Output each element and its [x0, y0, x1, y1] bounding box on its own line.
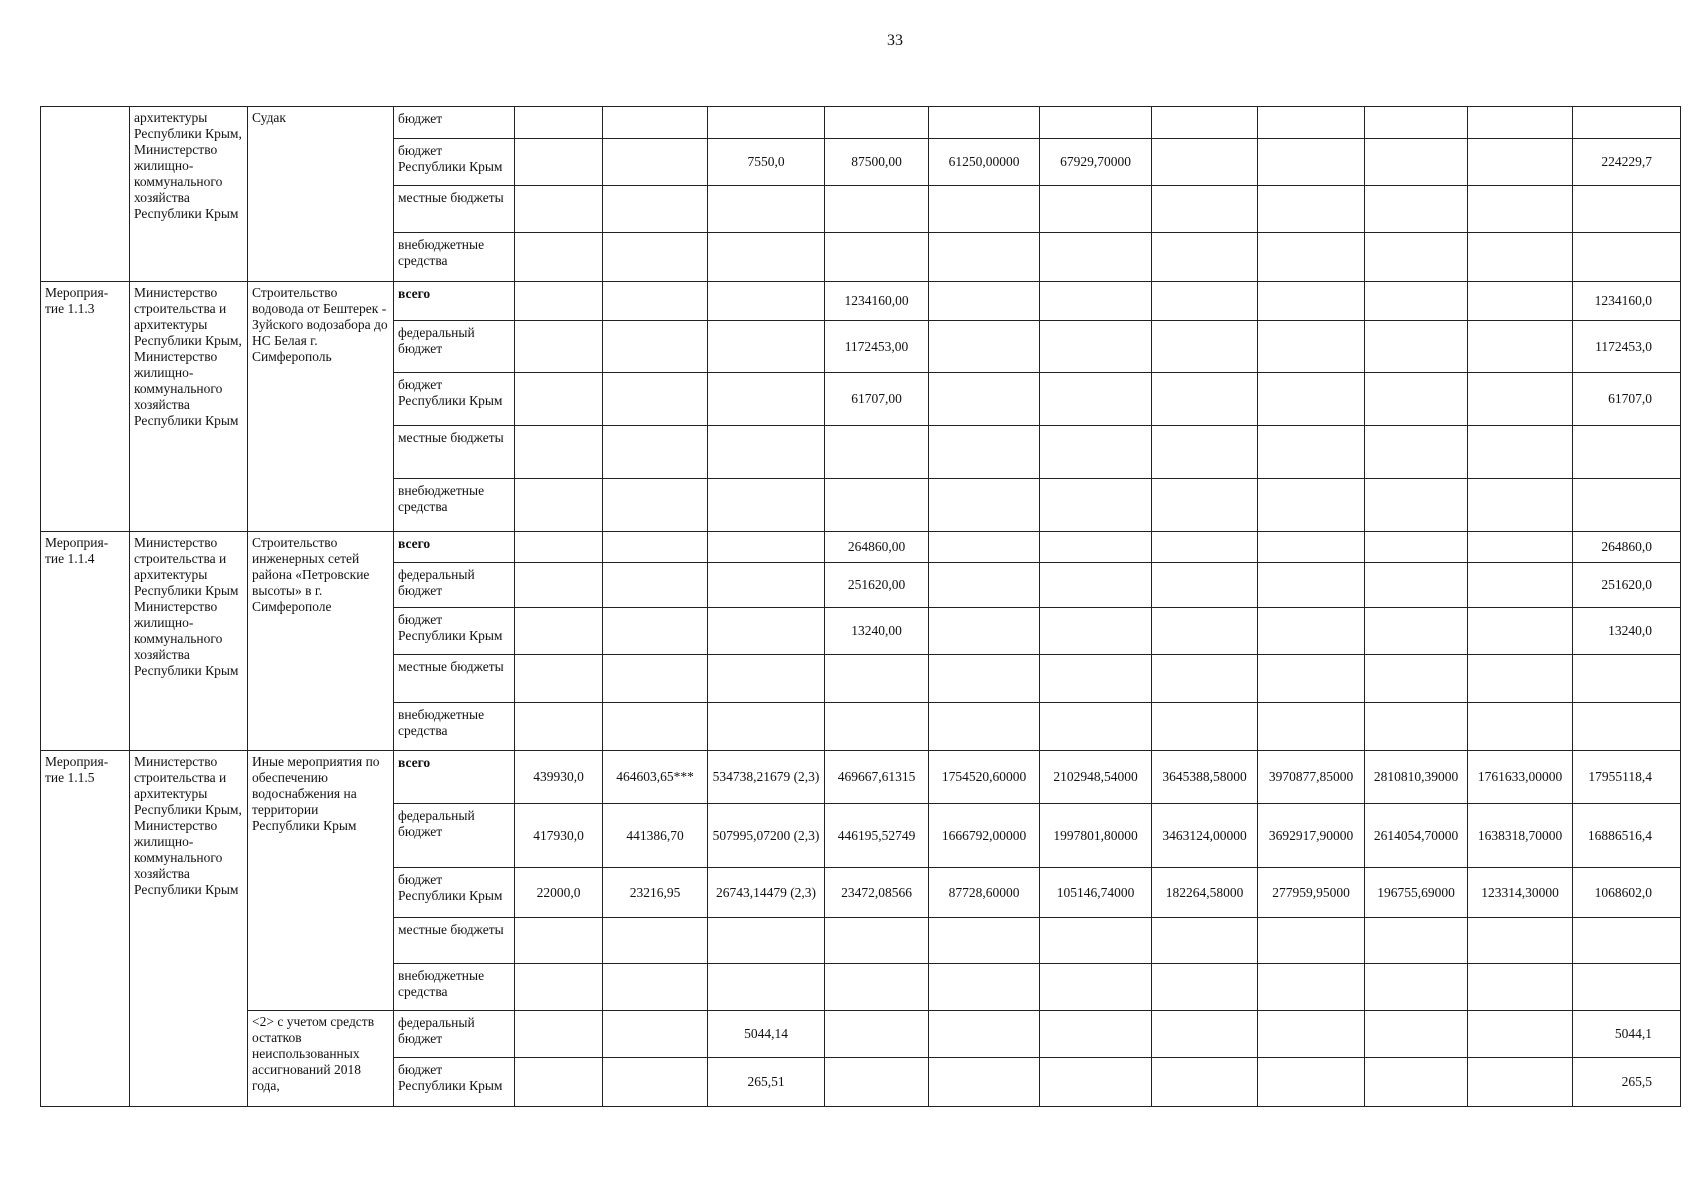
amount-cell — [603, 373, 708, 426]
amount-cell — [1365, 562, 1468, 608]
amount-cell — [1258, 373, 1365, 426]
amount-cell: 441386,70 — [603, 804, 708, 868]
amount-cell — [1365, 138, 1468, 185]
amount-cell — [1040, 107, 1152, 139]
amount-cell — [1468, 281, 1573, 320]
amount-cell — [515, 964, 603, 1011]
amount-cell — [603, 655, 708, 703]
amount-cell — [603, 531, 708, 562]
amount-cell — [1468, 531, 1573, 562]
amount-cell — [825, 703, 929, 751]
amount-cell — [1040, 373, 1152, 426]
amount-cell — [1468, 562, 1573, 608]
amount-cell — [1468, 608, 1573, 655]
amount-cell — [929, 373, 1040, 426]
amount-cell — [1258, 281, 1365, 320]
table-row — [41, 107, 1681, 139]
amount-cell — [708, 964, 825, 1011]
amount-cell — [1152, 185, 1258, 232]
amount-cell — [1152, 232, 1258, 281]
amount-cell — [1258, 107, 1365, 139]
funding-source-cell: местные бюджеты — [394, 185, 515, 232]
amount-cell: 87500,00 — [825, 138, 929, 185]
amount-cell — [1040, 918, 1152, 964]
amount-cell: 1754520,60000 — [929, 751, 1040, 804]
amount-cell — [515, 608, 603, 655]
amount-cell — [1468, 964, 1573, 1011]
amount-cell — [1152, 373, 1258, 426]
amount-cell — [1365, 373, 1468, 426]
amount-cell — [515, 373, 603, 426]
amount-cell — [825, 426, 929, 478]
amount-cell — [1365, 232, 1468, 281]
amount-cell — [708, 608, 825, 655]
amount-cell: 123314,30000 — [1468, 868, 1573, 918]
funding-source-cell: всего — [394, 531, 515, 562]
funding-source-cell: бюджет Республики Крым — [394, 138, 515, 185]
amount-cell — [1040, 562, 1152, 608]
funding-source-cell: местные бюджеты — [394, 426, 515, 478]
amount-cell — [1258, 426, 1365, 478]
amount-cell — [515, 107, 603, 139]
amount-cell: 3645388,58000 — [1152, 751, 1258, 804]
amount-cell — [1258, 531, 1365, 562]
funding-source-cell: бюджет Республики Крым — [394, 373, 515, 426]
amount-cell — [825, 1010, 929, 1057]
funding-source-cell: местные бюджеты — [394, 918, 515, 964]
object-cell: Строительство инженерных сетей района «Петровские высоты» в г. Симферополе — [248, 531, 394, 750]
amount-cell — [1040, 321, 1152, 373]
total-cell: 251620,0 — [1573, 562, 1681, 608]
amount-cell: 2614054,70000 — [1365, 804, 1468, 868]
amount-cell — [825, 918, 929, 964]
amount-cell — [1468, 426, 1573, 478]
amount-cell — [1258, 964, 1365, 1011]
amount-cell: 1666792,00000 — [929, 804, 1040, 868]
executor-cell: Министерство строительства и архитектуры Республики Крым, Министерство жилищно-коммунального хозяйства Республики Крым — [130, 751, 248, 1107]
amount-cell — [1468, 373, 1573, 426]
amount-cell — [515, 478, 603, 531]
event-cell: Мероприя-тие 1.1.4 — [41, 531, 130, 750]
amount-cell — [1152, 964, 1258, 1011]
amount-cell — [1258, 655, 1365, 703]
amount-cell — [1040, 964, 1152, 1011]
amount-cell — [603, 232, 708, 281]
amount-cell — [1258, 1057, 1365, 1106]
amount-cell — [708, 918, 825, 964]
amount-cell — [603, 918, 708, 964]
amount-cell — [1365, 918, 1468, 964]
amount-cell — [1152, 478, 1258, 531]
amount-cell — [1365, 426, 1468, 478]
amount-cell — [708, 232, 825, 281]
amount-cell — [929, 655, 1040, 703]
amount-cell — [1468, 232, 1573, 281]
amount-cell — [1152, 321, 1258, 373]
total-cell — [1573, 918, 1681, 964]
amount-cell — [1468, 703, 1573, 751]
amount-cell — [929, 608, 1040, 655]
funding-source-cell: федеральный бюджет — [394, 562, 515, 608]
amount-cell: 3692917,90000 — [1258, 804, 1365, 868]
total-cell — [1573, 655, 1681, 703]
amount-cell — [1258, 918, 1365, 964]
amount-cell — [603, 281, 708, 320]
amount-cell — [1040, 232, 1152, 281]
amount-cell — [929, 107, 1040, 139]
amount-cell: 3970877,85000 — [1258, 751, 1365, 804]
amount-cell: 61250,00000 — [929, 138, 1040, 185]
funding-source-cell: внебюджетные средства — [394, 232, 515, 281]
amount-cell — [1040, 655, 1152, 703]
amount-cell — [708, 703, 825, 751]
amount-cell — [1365, 703, 1468, 751]
amount-cell — [1365, 281, 1468, 320]
amount-cell — [1365, 655, 1468, 703]
table-row — [41, 531, 1681, 562]
amount-cell — [515, 531, 603, 562]
amount-cell — [515, 426, 603, 478]
amount-cell — [1152, 608, 1258, 655]
amount-cell — [825, 107, 929, 139]
amount-cell — [1040, 1010, 1152, 1057]
amount-cell — [929, 531, 1040, 562]
amount-cell: 196755,69000 — [1365, 868, 1468, 918]
amount-cell: 277959,95000 — [1258, 868, 1365, 918]
page-number: 33 — [887, 32, 903, 49]
amount-cell: 182264,58000 — [1152, 868, 1258, 918]
amount-cell — [1365, 107, 1468, 139]
amount-cell: 23216,95 — [603, 868, 708, 918]
amount-cell — [825, 1057, 929, 1106]
amount-cell: 61707,00 — [825, 373, 929, 426]
amount-cell — [1040, 1057, 1152, 1106]
amount-cell — [1152, 281, 1258, 320]
amount-cell — [1258, 478, 1365, 531]
amount-cell — [1468, 918, 1573, 964]
amount-cell — [929, 1057, 1040, 1106]
amount-cell: 464603,65*** — [603, 751, 708, 804]
amount-cell: 5044,14 — [708, 1010, 825, 1057]
amount-cell: 446195,52749 — [825, 804, 929, 868]
amount-cell: 469667,61315 — [825, 751, 929, 804]
amount-cell — [929, 478, 1040, 531]
funding-source-cell: всего — [394, 281, 515, 320]
amount-cell — [1468, 1010, 1573, 1057]
total-cell — [1573, 478, 1681, 531]
funding-source-cell: бюджет Республики Крым — [394, 868, 515, 918]
amount-cell: 26743,14479 (2,3) — [708, 868, 825, 918]
amount-cell — [1152, 531, 1258, 562]
amount-cell — [929, 703, 1040, 751]
funding-source-cell: всего — [394, 751, 515, 804]
event-cell — [41, 107, 130, 282]
total-cell: 1172453,0 — [1573, 321, 1681, 373]
amount-cell — [1258, 608, 1365, 655]
amount-cell — [515, 185, 603, 232]
object-cell: Иные мероприятия по обеспечению водоснабжения на территории Республики Крым — [248, 751, 394, 1011]
amount-cell — [1152, 703, 1258, 751]
amount-cell — [825, 232, 929, 281]
amount-cell — [515, 281, 603, 320]
object-cell: Судак — [248, 107, 394, 282]
amount-cell — [1152, 107, 1258, 139]
funding-source-cell: федеральный бюджет — [394, 804, 515, 868]
amount-cell — [603, 107, 708, 139]
amount-cell — [929, 964, 1040, 1011]
amount-cell: 507995,07200 (2,3) — [708, 804, 825, 868]
amount-cell — [515, 232, 603, 281]
funding-source-cell: федеральный бюджет — [394, 1010, 515, 1057]
total-cell — [1573, 426, 1681, 478]
funding-source-cell: федеральный бюджет — [394, 321, 515, 373]
amount-cell: 251620,00 — [825, 562, 929, 608]
funding-source-cell: бюджет — [394, 107, 515, 139]
amount-cell — [708, 478, 825, 531]
amount-cell — [515, 1010, 603, 1057]
total-cell — [1573, 185, 1681, 232]
amount-cell — [929, 281, 1040, 320]
amount-cell — [708, 426, 825, 478]
amount-cell — [1468, 138, 1573, 185]
amount-cell — [825, 478, 929, 531]
amount-cell — [1365, 1057, 1468, 1106]
amount-cell: 439930,0 — [515, 751, 603, 804]
amount-cell — [1365, 185, 1468, 232]
amount-cell: 22000,0 — [515, 868, 603, 918]
amount-cell — [929, 562, 1040, 608]
amount-cell — [708, 185, 825, 232]
budget-table — [40, 106, 1681, 1107]
amount-cell — [1468, 107, 1573, 139]
amount-cell — [1258, 232, 1365, 281]
funding-source-cell: бюджет Республики Крым — [394, 1057, 515, 1106]
amount-cell — [1258, 321, 1365, 373]
amount-cell: 67929,70000 — [1040, 138, 1152, 185]
amount-cell — [603, 608, 708, 655]
amount-cell — [1152, 426, 1258, 478]
amount-cell — [1365, 964, 1468, 1011]
amount-cell — [603, 185, 708, 232]
amount-cell — [708, 562, 825, 608]
amount-cell — [1152, 1057, 1258, 1106]
amount-cell — [929, 185, 1040, 232]
amount-cell — [825, 185, 929, 232]
amount-cell — [515, 918, 603, 964]
amount-cell — [1040, 478, 1152, 531]
amount-cell — [603, 138, 708, 185]
executor-cell: Министерство строительства и архитектуры Республики Крым Министерство жилищно-коммунального хозяйства Республики Крым — [130, 531, 248, 750]
total-cell — [1573, 703, 1681, 751]
amount-cell — [708, 373, 825, 426]
executor-cell: архитектуры Республики Крым, Министерство жилищно-коммунального хозяйства Республики Крым — [130, 107, 248, 282]
executor-cell: Министерство строительства и архитектуры Республики Крым, Министерство жилищно-коммунального хозяйства Республики Крым — [130, 281, 248, 531]
amount-cell — [1365, 321, 1468, 373]
amount-cell — [515, 1057, 603, 1106]
amount-cell — [1152, 655, 1258, 703]
amount-cell — [1258, 703, 1365, 751]
amount-cell: 265,51 — [708, 1057, 825, 1106]
amount-cell — [929, 426, 1040, 478]
table-row — [41, 281, 1681, 320]
amount-cell — [708, 281, 825, 320]
amount-cell: 1997801,80000 — [1040, 804, 1152, 868]
amount-cell: 2810810,39000 — [1365, 751, 1468, 804]
total-cell: 1234160,0 — [1573, 281, 1681, 320]
event-cell: Мероприя-тие 1.1.5 — [41, 751, 130, 1107]
amount-cell — [603, 703, 708, 751]
amount-cell: 23472,08566 — [825, 868, 929, 918]
amount-cell — [929, 321, 1040, 373]
amount-cell — [603, 426, 708, 478]
amount-cell: 13240,00 — [825, 608, 929, 655]
funding-source-cell: внебюджетные средства — [394, 703, 515, 751]
amount-cell — [1040, 531, 1152, 562]
amount-cell — [929, 232, 1040, 281]
amount-cell — [603, 1010, 708, 1057]
amount-cell — [515, 703, 603, 751]
total-cell: 16886516,4 — [1573, 804, 1681, 868]
total-cell: 61707,0 — [1573, 373, 1681, 426]
amount-cell — [1152, 1010, 1258, 1057]
amount-cell — [1468, 185, 1573, 232]
amount-cell — [708, 655, 825, 703]
amount-cell — [1468, 478, 1573, 531]
funding-source-cell: внебюджетные средства — [394, 964, 515, 1011]
amount-cell — [1258, 562, 1365, 608]
total-cell — [1573, 107, 1681, 139]
amount-cell — [603, 964, 708, 1011]
amount-cell — [1152, 918, 1258, 964]
amount-cell — [1152, 138, 1258, 185]
total-cell: 5044,1 — [1573, 1010, 1681, 1057]
amount-cell — [1040, 185, 1152, 232]
amount-cell — [1258, 1010, 1365, 1057]
table-row — [41, 1010, 1681, 1057]
amount-cell — [603, 321, 708, 373]
amount-cell: 1234160,00 — [825, 281, 929, 320]
amount-cell: 2102948,54000 — [1040, 751, 1152, 804]
amount-cell — [929, 918, 1040, 964]
object-cell: Строительство водовода от Бештерек - Зуйского водозабора до НС Белая г. Симферополь — [248, 281, 394, 531]
amount-cell — [708, 107, 825, 139]
total-cell: 264860,0 — [1573, 531, 1681, 562]
amount-cell — [1468, 655, 1573, 703]
amount-cell: 7550,0 — [708, 138, 825, 185]
amount-cell — [1040, 426, 1152, 478]
total-cell — [1573, 232, 1681, 281]
amount-cell — [708, 321, 825, 373]
amount-cell — [825, 655, 929, 703]
amount-cell: 3463124,00000 — [1152, 804, 1258, 868]
event-cell: Мероприя-тие 1.1.3 — [41, 281, 130, 531]
amount-cell — [1468, 321, 1573, 373]
amount-cell: 105146,74000 — [1040, 868, 1152, 918]
amount-cell — [708, 531, 825, 562]
amount-cell — [515, 138, 603, 185]
funding-source-cell: местные бюджеты — [394, 655, 515, 703]
amount-cell — [515, 321, 603, 373]
amount-cell: 87728,60000 — [929, 868, 1040, 918]
amount-cell: 1172453,00 — [825, 321, 929, 373]
object-note-cell: <2> с учетом средств остатков неиспользованных ассигнований 2018 года, — [248, 1010, 394, 1106]
amount-cell — [1468, 1057, 1573, 1106]
amount-cell — [1258, 185, 1365, 232]
total-cell: 224229,7 — [1573, 138, 1681, 185]
amount-cell — [515, 655, 603, 703]
amount-cell — [1040, 281, 1152, 320]
amount-cell: 1761633,00000 — [1468, 751, 1573, 804]
amount-cell — [825, 964, 929, 1011]
table-row — [41, 751, 1681, 804]
funding-source-cell: внебюджетные средства — [394, 478, 515, 531]
amount-cell — [1365, 608, 1468, 655]
amount-cell: 1638318,70000 — [1468, 804, 1573, 868]
amount-cell — [1040, 703, 1152, 751]
amount-cell — [929, 1010, 1040, 1057]
amount-cell: 264860,00 — [825, 531, 929, 562]
amount-cell: 534738,21679 (2,3) — [708, 751, 825, 804]
amount-cell: 417930,0 — [515, 804, 603, 868]
amount-cell — [1365, 1010, 1468, 1057]
amount-cell — [603, 562, 708, 608]
total-cell: 17955118,4 — [1573, 751, 1681, 804]
total-cell: 1068602,0 — [1573, 868, 1681, 918]
amount-cell — [1365, 531, 1468, 562]
amount-cell — [1152, 562, 1258, 608]
amount-cell — [515, 562, 603, 608]
funding-source-cell: бюджет Республики Крым — [394, 608, 515, 655]
amount-cell — [603, 478, 708, 531]
amount-cell — [1040, 608, 1152, 655]
total-cell — [1573, 964, 1681, 1011]
amount-cell — [603, 1057, 708, 1106]
total-cell: 13240,0 — [1573, 608, 1681, 655]
amount-cell — [1258, 138, 1365, 185]
amount-cell — [1365, 478, 1468, 531]
total-cell: 265,5 — [1573, 1057, 1681, 1106]
